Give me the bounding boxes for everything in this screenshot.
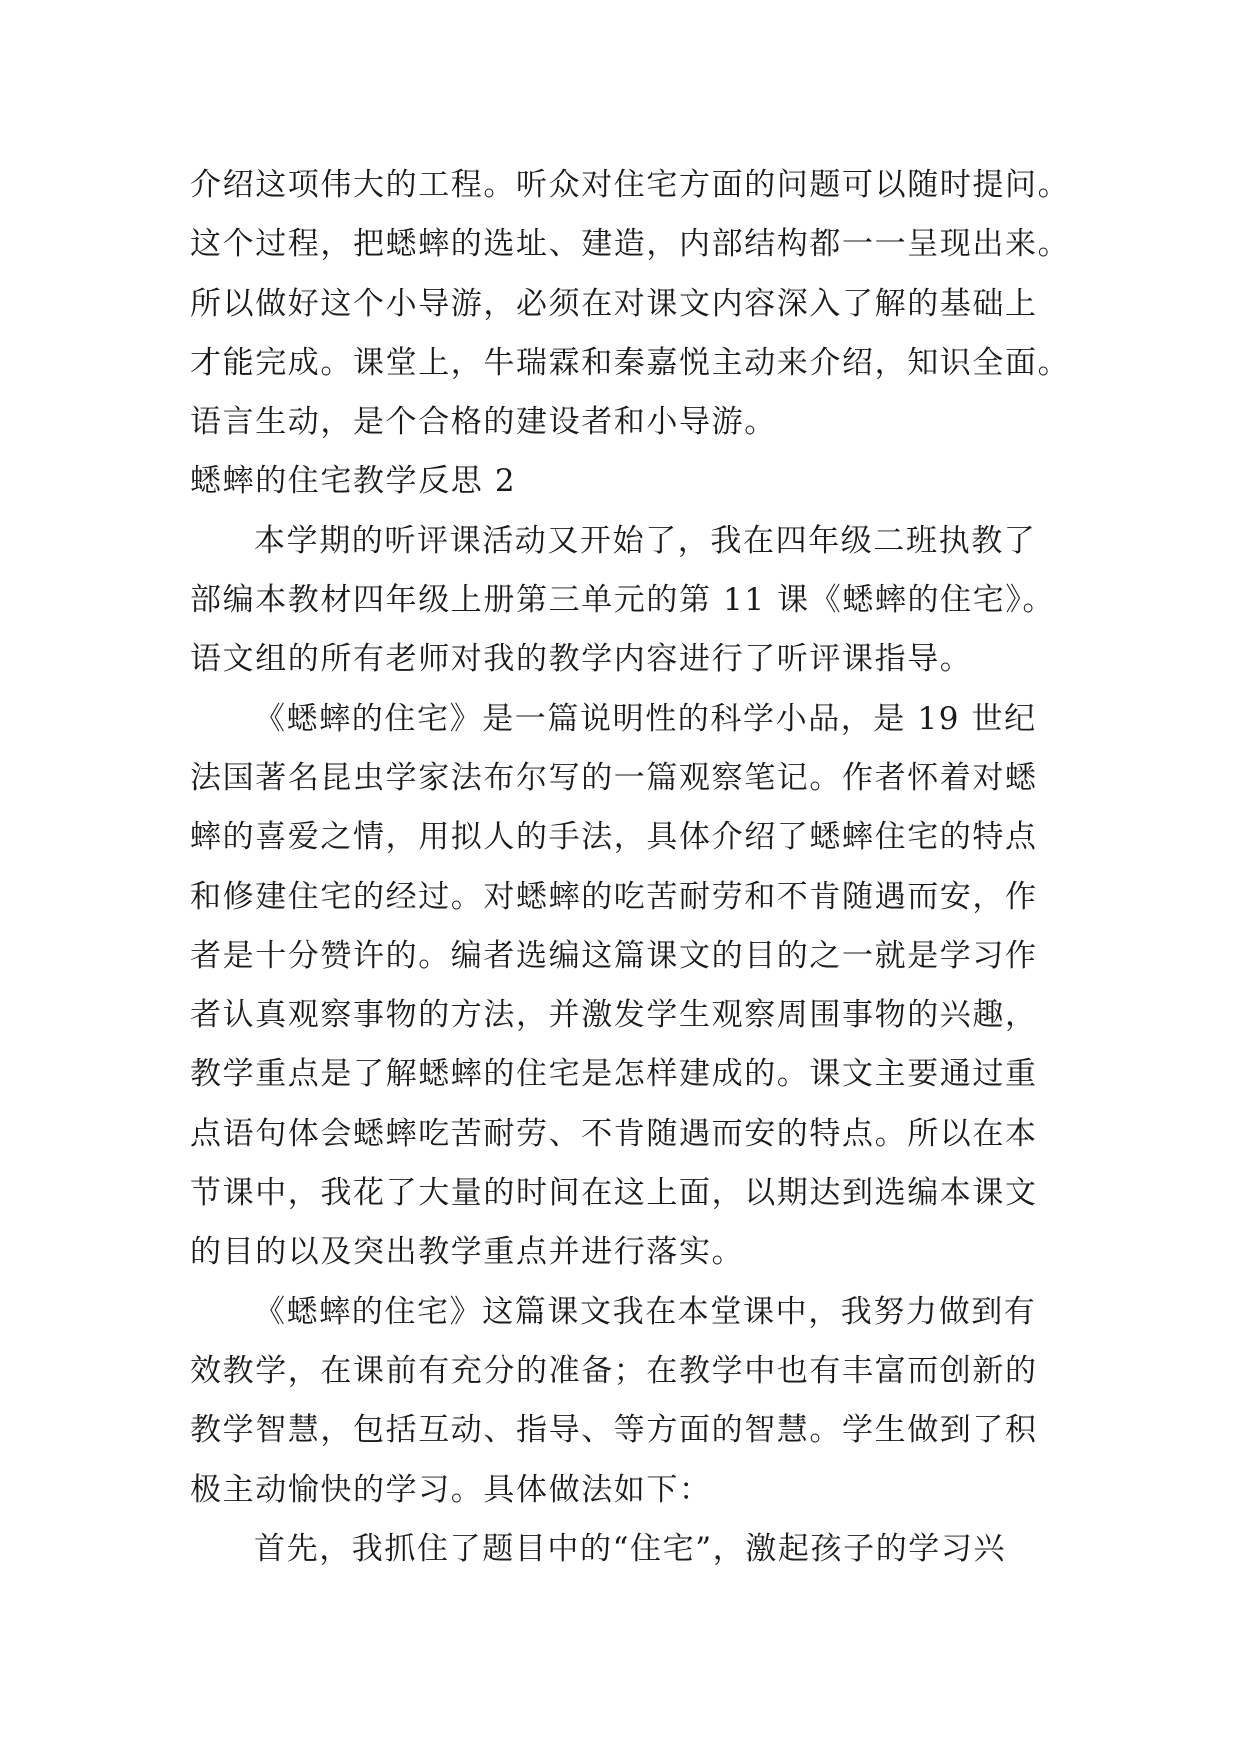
text-line: 本学期的听评课活动又开始了，我在四年级二班执教了 [254, 522, 1037, 559]
text-line: 极主动愉快的学习。具体做法如下： [190, 1471, 712, 1508]
document-body [190, 156, 1110, 1579]
text-line: 法国著名昆虫学家法布尔写的一篇观察笔记。作者怀着对蟋 [190, 759, 1038, 796]
text-line: 首先，我抓住了题目中的“住宅”，激起孩子的学习兴 [254, 1530, 1007, 1567]
text-line: 蟀的喜爱之情，用拟人的手法，具体介绍了蟋蟀住宅的特点 [190, 819, 1038, 856]
text-line: 《蟋蟀的住宅》是一篇说明性的科学小品，是 19 世纪 [254, 700, 1037, 737]
text-line: 者认真观察事物的方法，并激发学生观察周围事物的兴趣， [190, 997, 1038, 1034]
text-line: 教学重点是了解蟋蟀的住宅是怎样建成的。课文主要通过重 [190, 1056, 1038, 1093]
text-line: 和修建住宅的经过。对蟋蟀的吃苦耐劳和不肯随遇而安，作 [190, 878, 1038, 915]
text-line: 语言生动，是个合格的建设者和小导游。 [190, 404, 777, 441]
text-line: 才能完成。课堂上，牛瑞霖和秦嘉悦主动来介绍，知识全面。 [190, 344, 1071, 381]
text-line: 所以做好这个小导游，必须在对课文内容深入了解的基础上 [190, 285, 1038, 322]
text-line: 这个过程，把蟋蟀的选址、建造，内部结构都一一呈现出来。 [190, 226, 1071, 263]
text-line: 语文组的所有老师对我的教学内容进行了听评课指导。 [190, 641, 973, 678]
text-line: 《蟋蟀的住宅》这篇课文我在本堂课中，我努力做到有 [254, 1293, 1037, 1330]
section-heading: 蟋蟀的住宅教学反思 2 [190, 463, 517, 500]
text-line: 节课中，我花了大量的时间在这上面，以期达到选编本课文 [190, 1175, 1038, 1212]
text-line: 部编本教材四年级上册第三单元的第 11 课《蟋蟀的住宅》。 [190, 582, 1056, 619]
text-line: 点语句体会蟋蟀吃苦耐劳、不肯随遇而安的特点。所以在本 [190, 1115, 1038, 1152]
text-line: 效教学，在课前有充分的准备；在教学中也有丰富而创新的 [190, 1352, 1038, 1389]
text-line: 的目的以及突出教学重点并进行落实。 [190, 1234, 745, 1271]
text-line: 者是十分赞许的。编者选编这篇课文的目的之一就是学习作 [190, 937, 1038, 974]
text-line: 教学智慧，包括互动、指导、等方面的智慧。学生做到了积 [190, 1412, 1038, 1449]
text-line: 介绍这项伟大的工程。听众对住宅方面的问题可以随时提问。 [190, 167, 1071, 203]
